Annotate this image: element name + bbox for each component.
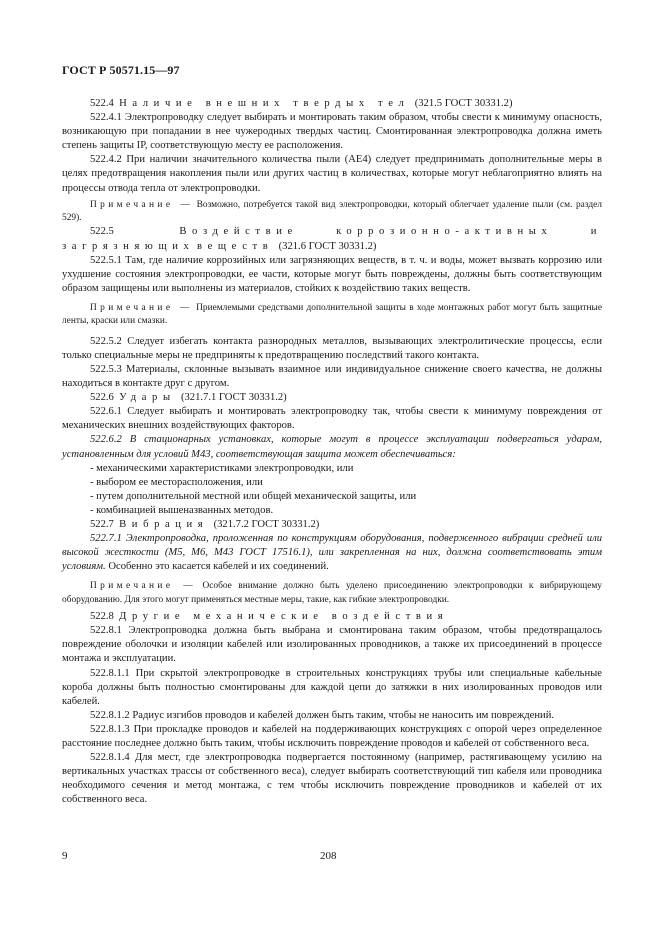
document-header: ГОСТ Р 50571.15—97: [62, 63, 180, 77]
section-title: Другие механические воздействия: [119, 611, 449, 623]
paragraph-522-6-2: 522.6.2 В стационарных установках, которые могут в процессе эксплуатации подвергаться ударам, установленным для условий М43, соответствующая защита может обеспечиваться:: [62, 434, 602, 460]
section-number: 522.6: [90, 392, 114, 404]
section-title: Наличие внешних твердых тел: [119, 98, 410, 109]
paragraph-522-8-1-3: 522.8.1.3 При прокладке проводов и кабелей на поддерживающих конструкциях с опорой через определенное расстояние последнее должно быть таким, чтобы исключить повреждение проводов и кабелей от собственного веса.: [62, 723, 602, 749]
note-label: Примечание —: [90, 581, 197, 592]
list-item-2: - выбором ее месторасположения, или: [90, 476, 263, 488]
section-reference: (321.5 ГОСТ 30331.2): [414, 98, 513, 109]
paragraph-522-6-1: 522.6.1 Следует выбирать и монтировать электропроводку так, чтобы свести к минимуму повреждения от механических внешних воздействующих факторов.: [62, 406, 602, 432]
paragraph-522-8-1-1: 522.8.1.1 При скрытой электропроводке в строительных конструкциях трубы или специальные кабельные короба должны быть полностью смонтированы для каждой цепи до затяжки в них изолированных проводов или кабелей.: [62, 667, 602, 707]
section-heading-522-6: [62, 391, 602, 405]
section-title-part-b: веществ: [197, 240, 274, 252]
paragraph-522-8-1: 522.8.1 Электропроводка должна быть выбрана и смонтирована таким образом, чтобы предотвращалось повреждение оболочки и изоляции кабелей или изолированных проводников, а также их присоединений в процессе монтажа и эксплуатации.: [62, 625, 602, 665]
section-heading-522-7: [62, 518, 602, 532]
section-title: Вибрация: [119, 518, 209, 530]
paragraph-522-7-1: [62, 532, 602, 574]
note-1: [62, 199, 602, 226]
section-title-part-a: Воздействие коррозионно-активных и загрязняющих: [62, 226, 602, 252]
section-heading-522-5: [62, 225, 602, 253]
page-number: 208: [320, 850, 337, 862]
section-title: Удары: [119, 392, 176, 404]
list-item-4: - комбинацией вышеназванных методов.: [90, 504, 274, 516]
paragraph-522-5-1: 522.5.1 Там, где наличие коррозийных или загрязняющих веществ, в т. ч. и воды, может вызвать коррозию или ухудшение состояния электропроводки, ее части, которые могут быть повреждены, должны быть соответствующим образом защищены или выполнены из материалов, стойких к воздействию таких веществ.: [62, 254, 602, 294]
paragraph-522-8-1-2: 522.8.1.2 Радиус изгибов проводов и кабелей должен быть таким, чтобы не наносить им повреждений.: [90, 709, 555, 721]
footer-left-number: 9: [62, 850, 68, 862]
note-label: Примечание —: [90, 199, 194, 210]
section-number: 522.4: [90, 98, 114, 109]
section-reference: (321.7.1 ГОСТ 30331.2): [180, 392, 287, 404]
section-number: 522.8: [90, 611, 114, 623]
note-text: Возможно, потребуется такой вид электропроводки, который облегчает удаление пыли (см. раздел 529).: [62, 199, 602, 224]
note-label: Примечание —: [90, 302, 193, 313]
note-2: [62, 302, 602, 329]
list-item-3: - путем дополнительной местной или общей механической защиты, или: [90, 490, 417, 502]
paragraph-522-5-3: 522.5.3 Материалы, склонные вызывать взаимное или индивидуальное снижение своего качества, не должны находиться в контакте друг с другом.: [62, 363, 602, 390]
section-reference: (321.6 ГОСТ 30331.2): [278, 240, 377, 252]
paragraph-regular-part: Особенно это касается кабелей и их соединений.: [105, 561, 329, 573]
section-heading-522-8: [62, 610, 602, 624]
note-3: [62, 580, 602, 607]
paragraph-522-4-1: 522.4.1 Электропроводку следует выбирать и монтировать таким образом, чтобы свести к минимуму опасность, возникающую при попадании в нее чужеродных твердых частиц. Смонтированная электропроводка должна иметь степень защиты IP, соответствующую месту ее расположения.: [62, 112, 602, 152]
paragraph-522-8-1-4: 522.8.1.4 Для мест, где электропроводка подвергается постоянному (например, растягивающему усилию на вертикальных участках трассы от собственного веса), следует выбирать соответствующий тип кабеля или проводника необходимого сечения и метод монтажа, с тем чтобы исключить повреждение проводников и кабелей от их собственного веса.: [62, 752, 602, 806]
note-text: Приемлемыми средствами дополнительной защиты в ходе монтажных работ могут быть защитные ленты, краски или смазки.: [62, 302, 602, 327]
section-number: 522.7: [90, 518, 114, 530]
paragraph-522-4-2: 522.4.2 При наличии значительного количества пыли (АЕ4) следует предпринимать дополнительные меры в целях предотвращения накопления пыли или других частиц в количествах, которые могут неблагоприятно влиять на процессы отвода тепла от электропроводки.: [62, 154, 602, 194]
section-number: 522.5: [90, 226, 114, 238]
paragraph-522-5-2: 522.5.2 Следует избегать контакта разнородных металлов, вызывающих электролитические процессы, если только специальные меры не предприняты к предотвращению последствий такого контакта.: [62, 335, 602, 361]
document-body: [62, 97, 602, 807]
section-reference: (321.7.2 ГОСТ 30331.2): [213, 518, 320, 530]
paragraph-italic-part: 522.7.1 Электропроводка, проложенная по конструкциям оборудования, подверженного вибрации средней или высокой жесткости (М5, М6, М43 ГОСТ 17516.1), или закрепленная на них, должна соответствовать этим условиям.: [62, 533, 602, 573]
section-heading-522-4: [62, 97, 602, 111]
note-text: Особое внимание должно быть уделено присоединению электропроводки к вибрирующему оборудованию. Для этого могут применяться местные меры, такие, как гибкие электропроводки.: [62, 581, 602, 605]
list-item-1: - механическими характеристиками электропроводки, или: [90, 462, 354, 474]
